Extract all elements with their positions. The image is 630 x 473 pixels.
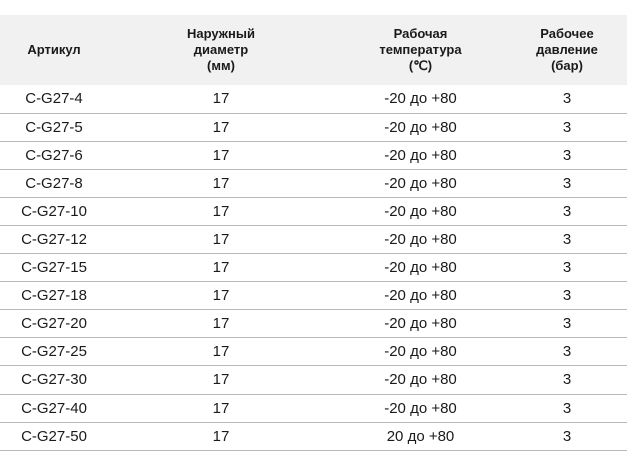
cell-working-temperature: -20 до +80 <box>334 113 507 141</box>
header-row <box>0 15 627 85</box>
cell-working-temperature: -20 до +80 <box>334 197 507 225</box>
cell-outer-diameter: 17 <box>108 422 334 450</box>
cell-article: C-G27-15 <box>0 254 108 282</box>
cell-article: C-G27-10 <box>0 197 108 225</box>
table-body <box>0 85 627 450</box>
cell-working-pressure: 3 <box>507 310 627 338</box>
cell-working-temperature: -20 до +80 <box>334 338 507 366</box>
header-article-line: Артикул <box>27 42 81 57</box>
cell-working-pressure: 3 <box>507 169 627 197</box>
table-row <box>0 85 627 113</box>
cell-outer-diameter: 17 <box>108 197 334 225</box>
cell-outer-diameter: 17 <box>108 394 334 422</box>
spec-table <box>0 15 627 451</box>
cell-working-pressure: 3 <box>507 422 627 450</box>
cell-working-temperature: -20 до +80 <box>334 394 507 422</box>
cell-article: C-G27-8 <box>0 169 108 197</box>
cell-article: C-G27-40 <box>0 394 108 422</box>
header-working-temperature <box>334 15 507 85</box>
cell-working-pressure: 3 <box>507 394 627 422</box>
header-working-pressure-line-2: давление <box>536 42 598 57</box>
cell-working-pressure: 3 <box>507 338 627 366</box>
table-row <box>0 310 627 338</box>
header-working-temperature-line-2: температура <box>379 42 462 57</box>
cell-outer-diameter: 17 <box>108 338 334 366</box>
header-outer-diameter <box>108 15 334 85</box>
cell-working-temperature: -20 до +80 <box>334 141 507 169</box>
cell-working-temperature: -20 до +80 <box>334 254 507 282</box>
table-row <box>0 394 627 422</box>
cell-outer-diameter: 17 <box>108 310 334 338</box>
cell-working-temperature: -20 до +80 <box>334 85 507 113</box>
cell-working-pressure: 3 <box>507 197 627 225</box>
header-working-temperature-line-3: (℃) <box>408 58 433 73</box>
header-working-pressure <box>507 15 627 85</box>
header-outer-diameter-line-3: (мм) <box>207 58 235 73</box>
cell-working-pressure: 3 <box>507 85 627 113</box>
cell-working-pressure: 3 <box>507 225 627 253</box>
table-header <box>0 15 627 85</box>
table-row <box>0 197 627 225</box>
table-row <box>0 366 627 394</box>
cell-outer-diameter: 17 <box>108 366 334 394</box>
cell-working-pressure: 3 <box>507 113 627 141</box>
cell-article: C-G27-30 <box>0 366 108 394</box>
cell-working-pressure: 3 <box>507 141 627 169</box>
cell-outer-diameter: 17 <box>108 254 334 282</box>
cell-outer-diameter: 17 <box>108 282 334 310</box>
cell-outer-diameter: 17 <box>108 113 334 141</box>
table-row <box>0 338 627 366</box>
table-row <box>0 141 627 169</box>
header-outer-diameter-line-1: Наружный <box>187 26 255 41</box>
table-row <box>0 169 627 197</box>
header-working-pressure-line-1: Рабочее <box>540 26 594 41</box>
cell-article: C-G27-20 <box>0 310 108 338</box>
table-row <box>0 113 627 141</box>
cell-article: C-G27-4 <box>0 85 108 113</box>
cell-article: C-G27-18 <box>0 282 108 310</box>
cell-article: C-G27-5 <box>0 113 108 141</box>
table-row <box>0 282 627 310</box>
cell-working-pressure: 3 <box>507 282 627 310</box>
table-row <box>0 225 627 253</box>
cell-working-temperature: -20 до +80 <box>334 225 507 253</box>
cell-outer-diameter: 17 <box>108 85 334 113</box>
header-working-temperature-line-1: Рабочая <box>393 26 448 41</box>
header-outer-diameter-line-2: диаметр <box>193 42 249 57</box>
table-row <box>0 254 627 282</box>
cell-article: C-G27-6 <box>0 141 108 169</box>
cell-outer-diameter: 17 <box>108 169 334 197</box>
header-article <box>0 15 108 85</box>
cell-article: C-G27-12 <box>0 225 108 253</box>
cell-working-temperature: -20 до +80 <box>334 366 507 394</box>
header-working-pressure-line-3: (бар) <box>551 58 583 73</box>
cell-working-temperature: 20 до +80 <box>334 422 507 450</box>
table-row <box>0 422 627 450</box>
cell-working-pressure: 3 <box>507 254 627 282</box>
cell-working-temperature: -20 до +80 <box>334 169 507 197</box>
cell-article: C-G27-50 <box>0 422 108 450</box>
cell-article: C-G27-25 <box>0 338 108 366</box>
cell-outer-diameter: 17 <box>108 141 334 169</box>
cell-working-temperature: -20 до +80 <box>334 282 507 310</box>
cell-working-pressure: 3 <box>507 366 627 394</box>
cell-working-temperature: -20 до +80 <box>334 310 507 338</box>
cell-outer-diameter: 17 <box>108 225 334 253</box>
